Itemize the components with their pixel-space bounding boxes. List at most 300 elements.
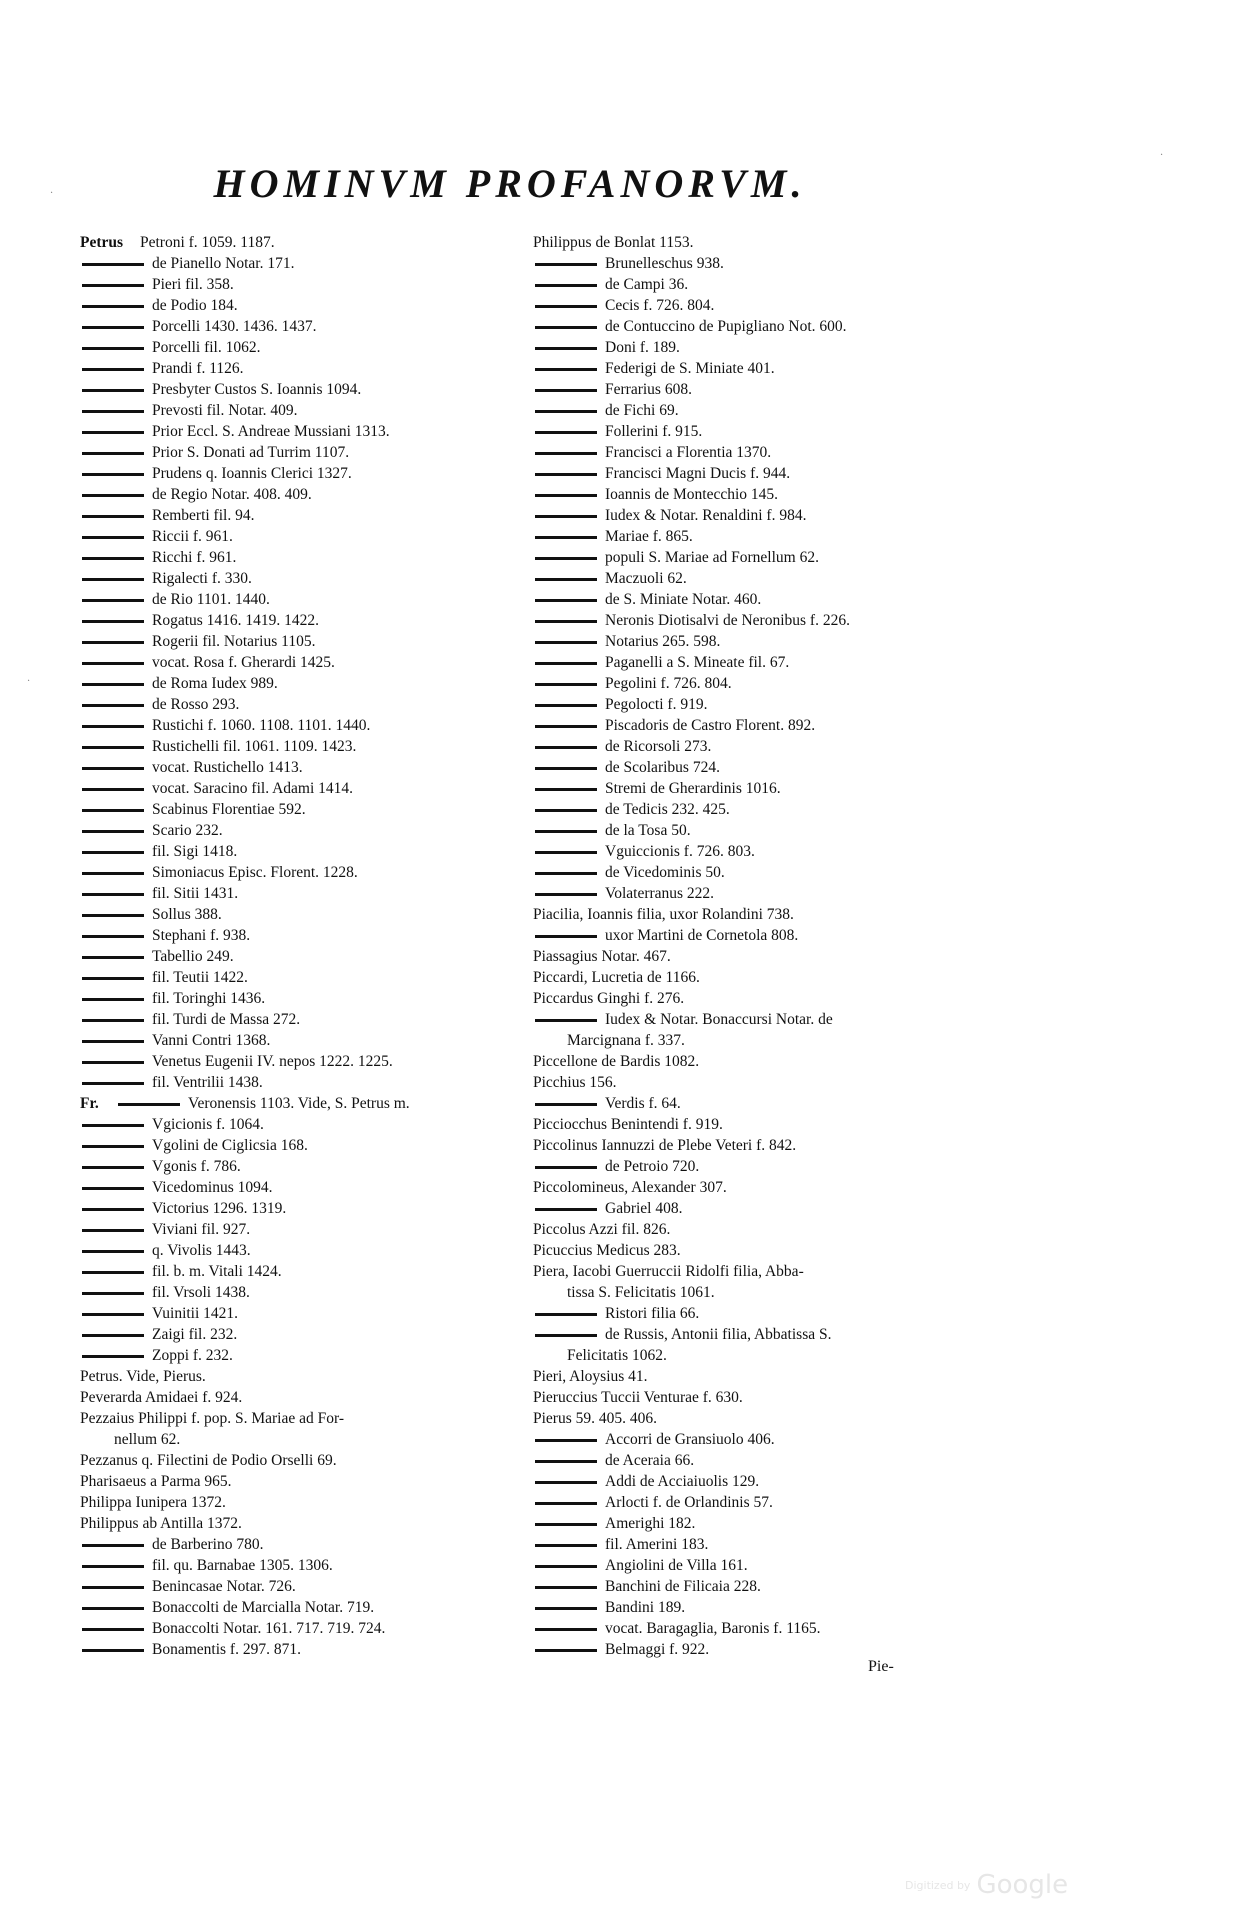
ditto-dash bbox=[535, 284, 597, 287]
entry-text: Paganelli a S. Mineate fil. 67. bbox=[605, 654, 790, 671]
index-entry bbox=[80, 946, 520, 967]
index-entry bbox=[80, 799, 520, 820]
ditto-dash bbox=[82, 977, 144, 980]
index-entry bbox=[80, 1513, 520, 1534]
ditto-dash bbox=[535, 662, 597, 665]
ditto-dash bbox=[535, 473, 597, 476]
index-entry bbox=[533, 631, 1003, 652]
entry-text: de S. Miniate Notar. 460. bbox=[605, 591, 762, 608]
entry-text: fil. Amerini 183. bbox=[605, 1536, 709, 1553]
entry-text: Petrus. Vide, Pierus. bbox=[80, 1368, 206, 1385]
index-entry bbox=[533, 757, 1003, 778]
index-entry bbox=[80, 1618, 520, 1639]
ditto-dash bbox=[82, 431, 144, 434]
ditto-dash bbox=[535, 620, 597, 623]
index-entry bbox=[533, 1345, 1003, 1366]
index-entry bbox=[80, 1030, 520, 1051]
ditto-dash bbox=[535, 1502, 597, 1505]
index-entry bbox=[80, 925, 520, 946]
entry-text: Vguiccionis f. 726. 803. bbox=[605, 843, 755, 860]
entry-text: nellum 62. bbox=[114, 1431, 181, 1448]
index-entry bbox=[80, 253, 520, 274]
ditto-dash bbox=[535, 1313, 597, 1316]
ditto-dash bbox=[82, 1292, 144, 1295]
index-entry bbox=[533, 421, 1003, 442]
entry-text: Vuinitii 1421. bbox=[152, 1305, 239, 1322]
index-entry bbox=[533, 232, 1003, 253]
ditto-dash bbox=[535, 935, 597, 938]
entry-text: fil. Sitii 1431. bbox=[152, 885, 239, 902]
index-entry bbox=[80, 295, 520, 316]
entry-text: Banchini de Filicaia 228. bbox=[605, 1578, 761, 1595]
entry-text: Viviani fil. 927. bbox=[152, 1221, 251, 1238]
entry-text: Arlocti f. de Orlandinis 57. bbox=[605, 1494, 773, 1511]
index-entry bbox=[80, 610, 520, 631]
entry-text: Bonaccolti de Marcialla Notar. 719. bbox=[152, 1599, 375, 1616]
index-entry bbox=[80, 736, 520, 757]
index-entry bbox=[80, 232, 520, 253]
entry-text: Piscadoris de Castro Florent. 892. bbox=[605, 717, 816, 734]
ditto-dash bbox=[82, 1649, 144, 1652]
ditto-dash bbox=[535, 1481, 597, 1484]
entry-text: Doni f. 189. bbox=[605, 339, 680, 356]
index-entry bbox=[533, 400, 1003, 421]
entry-text: Victorius 1296. 1319. bbox=[152, 1200, 287, 1217]
ditto-dash bbox=[82, 1040, 144, 1043]
entry-text: Benincasae Notar. 726. bbox=[152, 1578, 296, 1595]
entry-text: Scario 232. bbox=[152, 822, 223, 839]
index-entry bbox=[533, 799, 1003, 820]
index-entry bbox=[533, 274, 1003, 295]
ditto-dash bbox=[82, 1019, 144, 1022]
index-entry bbox=[80, 1408, 520, 1429]
ditto-dash bbox=[82, 263, 144, 266]
index-entry bbox=[80, 1597, 520, 1618]
ditto-dash bbox=[82, 1565, 144, 1568]
entry-text: Cecis f. 726. 804. bbox=[605, 297, 715, 314]
entry-text: Rustichelli fil. 1061. 1109. 1423. bbox=[152, 738, 357, 755]
ditto-dash bbox=[82, 452, 144, 455]
ditto-dash bbox=[82, 935, 144, 938]
entry-text: Bandini 189. bbox=[605, 1599, 686, 1616]
entry-text: Maczuoli 62. bbox=[605, 570, 687, 587]
index-entry bbox=[80, 1261, 520, 1282]
ditto-dash bbox=[535, 1166, 597, 1169]
entry-text: Picuccius Medicus 283. bbox=[533, 1242, 681, 1259]
ditto-dash bbox=[535, 872, 597, 875]
ditto-dash bbox=[82, 683, 144, 686]
entry-text: Neronis Diotisalvi de Neronibus f. 226. bbox=[605, 612, 850, 629]
index-entry bbox=[533, 337, 1003, 358]
entry-text: Pieri, Aloysius 41. bbox=[533, 1368, 648, 1385]
ditto-dash bbox=[535, 1565, 597, 1568]
entry-text: de Roma Iudex 989. bbox=[152, 675, 278, 692]
ditto-dash bbox=[82, 830, 144, 833]
ditto-dash bbox=[535, 641, 597, 644]
index-entry bbox=[533, 1303, 1003, 1324]
ditto-dash bbox=[535, 1628, 597, 1631]
index-entry bbox=[533, 1282, 1003, 1303]
index-entry bbox=[80, 652, 520, 673]
index-entry bbox=[80, 484, 520, 505]
ditto-dash bbox=[82, 1229, 144, 1232]
index-entry bbox=[80, 1429, 520, 1450]
page-title: HOMINVM PROFANORVM. bbox=[213, 161, 807, 206]
entry-text: Francisci a Florentia 1370. bbox=[605, 444, 772, 461]
entry-label: Fr. bbox=[80, 1095, 99, 1112]
ditto-dash bbox=[82, 515, 144, 518]
index-entry bbox=[80, 421, 520, 442]
entry-text: Piccardi, Lucretia de 1166. bbox=[533, 969, 700, 986]
index-entry bbox=[533, 1639, 1003, 1660]
ditto-dash bbox=[82, 1334, 144, 1337]
index-entry bbox=[80, 1345, 520, 1366]
index-entry bbox=[80, 1072, 520, 1093]
index-entry bbox=[80, 1555, 520, 1576]
ditto-dash bbox=[82, 326, 144, 329]
entry-text: Picchius 156. bbox=[533, 1074, 617, 1091]
entry-text: Rogatus 1416. 1419. 1422. bbox=[152, 612, 320, 629]
entry-text: Philippus de Bonlat 1153. bbox=[533, 234, 694, 251]
entry-text: de Contuccino de Pupigliano Not. 600. bbox=[605, 318, 847, 335]
stray-mark: · bbox=[1160, 150, 1164, 161]
ditto-dash bbox=[82, 662, 144, 665]
ditto-dash bbox=[82, 725, 144, 728]
index-entry bbox=[533, 1030, 1003, 1051]
index-entry bbox=[533, 1534, 1003, 1555]
index-entry bbox=[80, 1387, 520, 1408]
entry-text: Petroni f. 1059. 1187. bbox=[140, 234, 275, 251]
entry-text: Piccellone de Bardis 1082. bbox=[533, 1053, 700, 1070]
ditto-dash bbox=[82, 1313, 144, 1316]
entry-text: Zaigi fil. 232. bbox=[152, 1326, 238, 1343]
index-entry bbox=[533, 1261, 1003, 1282]
ditto-dash bbox=[535, 809, 597, 812]
index-entry bbox=[80, 757, 520, 778]
watermark-logo-text: Google bbox=[976, 1870, 1069, 1900]
entry-text: Vicedominus 1094. bbox=[152, 1179, 273, 1196]
ditto-dash bbox=[82, 872, 144, 875]
entry-text: de la Tosa 50. bbox=[605, 822, 691, 839]
index-entry bbox=[80, 862, 520, 883]
ditto-dash bbox=[535, 1019, 597, 1022]
entry-text: Mariae f. 865. bbox=[605, 528, 693, 545]
right-index-column bbox=[533, 232, 1003, 1660]
entry-text: Scabinus Florentiae 592. bbox=[152, 801, 306, 818]
index-entry bbox=[80, 1051, 520, 1072]
ditto-dash bbox=[535, 1586, 597, 1589]
index-entry bbox=[533, 463, 1003, 484]
index-entry bbox=[533, 1135, 1003, 1156]
index-entry bbox=[533, 778, 1003, 799]
entry-text: Venetus Eugenii IV. nepos 1222. 1225. bbox=[152, 1053, 393, 1070]
index-entry bbox=[533, 442, 1003, 463]
ditto-dash bbox=[82, 809, 144, 812]
index-entry bbox=[80, 589, 520, 610]
ditto-dash bbox=[535, 326, 597, 329]
index-entry bbox=[80, 526, 520, 547]
entry-text: de Vicedominis 50. bbox=[605, 864, 725, 881]
index-entry bbox=[533, 547, 1003, 568]
index-entry bbox=[533, 505, 1003, 526]
entry-text: Prudens q. Ioannis Clerici 1327. bbox=[152, 465, 352, 482]
entry-text: Accorri de Gransiuolo 406. bbox=[605, 1431, 775, 1448]
entry-text: Prior Eccl. S. Andreae Mussiani 1313. bbox=[152, 423, 390, 440]
ditto-dash bbox=[82, 704, 144, 707]
index-entry bbox=[533, 715, 1003, 736]
ditto-dash bbox=[82, 620, 144, 623]
entry-text: Gabriel 408. bbox=[605, 1200, 683, 1217]
ditto-dash bbox=[535, 830, 597, 833]
entry-text: Prevosti fil. Notar. 409. bbox=[152, 402, 298, 419]
ditto-dash bbox=[82, 347, 144, 350]
index-entry bbox=[533, 1324, 1003, 1345]
index-entry bbox=[80, 631, 520, 652]
ditto-dash bbox=[82, 767, 144, 770]
entry-text: Volaterranus 222. bbox=[605, 885, 715, 902]
ditto-dash bbox=[535, 368, 597, 371]
ditto-dash bbox=[82, 1124, 144, 1127]
entry-text: vocat. Saracino fil. Adami 1414. bbox=[152, 780, 354, 797]
ditto-dash bbox=[535, 536, 597, 539]
entry-text: Ricchi f. 961. bbox=[152, 549, 237, 566]
index-entry bbox=[80, 1177, 520, 1198]
entry-text: fil. Sigi 1418. bbox=[152, 843, 238, 860]
entry-text: de Russis, Antonii filia, Abbatissa S. bbox=[605, 1326, 832, 1343]
ditto-dash bbox=[535, 767, 597, 770]
ditto-dash bbox=[535, 1460, 597, 1463]
index-entry bbox=[80, 1114, 520, 1135]
index-entry bbox=[533, 589, 1003, 610]
index-entry bbox=[533, 1618, 1003, 1639]
entry-text: de Barberino 780. bbox=[152, 1536, 264, 1553]
index-entry bbox=[533, 610, 1003, 631]
entry-text: vocat. Rustichello 1413. bbox=[152, 759, 303, 776]
index-entry bbox=[533, 1051, 1003, 1072]
stray-mark: · bbox=[50, 188, 54, 199]
index-entry bbox=[80, 442, 520, 463]
ditto-dash bbox=[535, 578, 597, 581]
ditto-dash bbox=[82, 893, 144, 896]
entry-text: Addi de Acciaiuolis 129. bbox=[605, 1473, 760, 1490]
entry-text: Amerighi 182. bbox=[605, 1515, 696, 1532]
ditto-dash bbox=[535, 599, 597, 602]
ditto-dash bbox=[82, 494, 144, 497]
ditto-dash bbox=[82, 1607, 144, 1610]
entry-text: Brunelleschus 938. bbox=[605, 255, 724, 272]
ditto-dash bbox=[82, 557, 144, 560]
index-entry bbox=[533, 1555, 1003, 1576]
entry-text: Bonamentis f. 297. 871. bbox=[152, 1641, 301, 1658]
index-entry bbox=[80, 820, 520, 841]
entry-text: Prandi f. 1126. bbox=[152, 360, 244, 377]
entry-text: Piccolus Azzi fil. 826. bbox=[533, 1221, 671, 1238]
entry-text: Piacilia, Ioannis filia, uxor Rolandini 738. bbox=[533, 906, 794, 923]
index-entry bbox=[533, 1471, 1003, 1492]
entry-text: Felicitatis 1062. bbox=[567, 1347, 667, 1364]
index-entry bbox=[533, 1156, 1003, 1177]
catchword: Pie- bbox=[868, 1658, 894, 1675]
index-entry bbox=[80, 463, 520, 484]
entry-text: Peverarda Amidaei f. 924. bbox=[80, 1389, 243, 1406]
entry-text: q. Vivolis 1443. bbox=[152, 1242, 251, 1259]
index-entry bbox=[533, 1513, 1003, 1534]
entry-text: Pegolini f. 726. 804. bbox=[605, 675, 732, 692]
index-entry bbox=[80, 1093, 520, 1114]
index-entry bbox=[80, 1450, 520, 1471]
entry-text: Piccardus Ginghi f. 276. bbox=[533, 990, 685, 1007]
index-entry bbox=[533, 1009, 1003, 1030]
index-entry bbox=[80, 673, 520, 694]
entry-text: Piassagius Notar. 467. bbox=[533, 948, 671, 965]
entry-text: de Fichi 69. bbox=[605, 402, 679, 419]
ditto-dash bbox=[535, 788, 597, 791]
entry-text: Vgicionis f. 1064. bbox=[152, 1116, 264, 1133]
entry-text: Francisci Magni Ducis f. 944. bbox=[605, 465, 791, 482]
index-entry bbox=[80, 1471, 520, 1492]
ditto-dash bbox=[82, 641, 144, 644]
index-entry bbox=[80, 883, 520, 904]
entry-text: de Rosso 293. bbox=[152, 696, 240, 713]
index-entry bbox=[533, 862, 1003, 883]
index-entry bbox=[80, 274, 520, 295]
ditto-dash bbox=[535, 347, 597, 350]
index-entry bbox=[533, 1366, 1003, 1387]
index-entry bbox=[80, 1534, 520, 1555]
entry-text: fil. qu. Barnabae 1305. 1306. bbox=[152, 1557, 333, 1574]
stray-mark: · bbox=[27, 676, 31, 687]
ditto-dash bbox=[82, 998, 144, 1001]
ditto-dash bbox=[535, 452, 597, 455]
index-entry bbox=[80, 1366, 520, 1387]
ditto-dash bbox=[535, 1607, 597, 1610]
entry-text: de Podio 184. bbox=[152, 297, 238, 314]
ditto-dash bbox=[535, 1103, 597, 1106]
ditto-dash bbox=[82, 1082, 144, 1085]
index-entry bbox=[533, 1072, 1003, 1093]
ditto-dash bbox=[82, 1544, 144, 1547]
index-entry bbox=[533, 358, 1003, 379]
entry-text: Presbyter Custos S. Ioannis 1094. bbox=[152, 381, 362, 398]
ditto-dash bbox=[535, 305, 597, 308]
entry-text: Bonaccolti Notar. 161. 717. 719. 724. bbox=[152, 1620, 386, 1637]
entry-text: Follerini f. 915. bbox=[605, 423, 703, 440]
entry-text: Zoppi f. 232. bbox=[152, 1347, 233, 1364]
index-entry bbox=[80, 1324, 520, 1345]
ditto-dash bbox=[82, 1187, 144, 1190]
index-entry bbox=[80, 568, 520, 589]
entry-text: Prior S. Donati ad Turrim 1107. bbox=[152, 444, 350, 461]
index-entry bbox=[80, 1303, 520, 1324]
index-entry bbox=[533, 1198, 1003, 1219]
entry-text: Stephani f. 938. bbox=[152, 927, 251, 944]
index-entry bbox=[80, 841, 520, 862]
entry-text: Rogerii fil. Notarius 1105. bbox=[152, 633, 316, 650]
ditto-dash bbox=[535, 1523, 597, 1526]
entry-text: Marcignana f. 337. bbox=[567, 1032, 685, 1049]
entry-text: Piera, Iacobi Guerruccii Ridolfi filia, Abba- bbox=[533, 1263, 804, 1280]
ditto-dash bbox=[535, 746, 597, 749]
ditto-dash bbox=[82, 1355, 144, 1358]
entry-text: Rigalecti f. 330. bbox=[152, 570, 252, 587]
entry-text: Ioannis de Montecchio 145. bbox=[605, 486, 779, 503]
ditto-dash bbox=[82, 1208, 144, 1211]
index-entry bbox=[533, 1114, 1003, 1135]
index-entry bbox=[533, 946, 1003, 967]
index-entry bbox=[533, 1177, 1003, 1198]
entry-text: Veronensis 1103. Vide, S. Petrus m. bbox=[188, 1095, 410, 1112]
ditto-dash bbox=[82, 1250, 144, 1253]
index-entry bbox=[533, 1093, 1003, 1114]
entry-text: Sollus 388. bbox=[152, 906, 222, 923]
entry-text: Verdis f. 64. bbox=[605, 1095, 681, 1112]
ditto-dash bbox=[535, 410, 597, 413]
index-entry bbox=[533, 253, 1003, 274]
index-entry bbox=[80, 778, 520, 799]
index-entry bbox=[533, 883, 1003, 904]
index-entry bbox=[533, 1450, 1003, 1471]
index-entry bbox=[80, 1198, 520, 1219]
index-entry bbox=[533, 694, 1003, 715]
entry-text: Pezzaius Philippi f. pop. S. Mariae ad For- bbox=[80, 1410, 345, 1427]
ditto-dash bbox=[82, 536, 144, 539]
entry-text: Philippa Iunipera 1372. bbox=[80, 1494, 226, 1511]
ditto-dash bbox=[535, 1649, 597, 1652]
entry-label: Petrus bbox=[80, 234, 124, 251]
ditto-dash bbox=[535, 1334, 597, 1337]
entry-text: de Regio Notar. 408. 409. bbox=[152, 486, 312, 503]
ditto-dash bbox=[82, 1145, 144, 1148]
ditto-dash bbox=[535, 851, 597, 854]
entry-text: Ferrarius 608. bbox=[605, 381, 692, 398]
index-entry bbox=[80, 379, 520, 400]
entry-text: Remberti fil. 94. bbox=[152, 507, 255, 524]
entry-text: vocat. Baragaglia, Baronis f. 1165. bbox=[605, 1620, 821, 1637]
ditto-dash bbox=[82, 914, 144, 917]
index-entry bbox=[80, 358, 520, 379]
index-entry bbox=[80, 1156, 520, 1177]
index-entry bbox=[80, 694, 520, 715]
entry-text: Ristori filia 66. bbox=[605, 1305, 700, 1322]
index-entry bbox=[80, 1576, 520, 1597]
ditto-dash bbox=[82, 473, 144, 476]
entry-text: Angiolini de Villa 161. bbox=[605, 1557, 748, 1574]
entry-text: Pezzanus q. Filectini de Podio Orselli 69. bbox=[80, 1452, 337, 1469]
index-entry bbox=[80, 1492, 520, 1513]
entry-text: Iudex & Notar. Renaldini f. 984. bbox=[605, 507, 807, 524]
index-entry bbox=[80, 547, 520, 568]
entry-text: Rustichi f. 1060. 1108. 1101. 1440. bbox=[152, 717, 371, 734]
entry-text: Porcelli fil. 1062. bbox=[152, 339, 261, 356]
entry-text: fil. Teutii 1422. bbox=[152, 969, 248, 986]
ditto-dash bbox=[82, 746, 144, 749]
index-entry bbox=[533, 316, 1003, 337]
ditto-dash bbox=[535, 1439, 597, 1442]
index-entry bbox=[80, 967, 520, 988]
index-entry bbox=[80, 988, 520, 1009]
entry-text: populi S. Mariae ad Fornellum 62. bbox=[605, 549, 819, 566]
entry-text: fil. Ventrilii 1438. bbox=[152, 1074, 263, 1091]
ditto-dash bbox=[82, 410, 144, 413]
index-entry bbox=[533, 1492, 1003, 1513]
index-entry bbox=[80, 337, 520, 358]
index-entry bbox=[533, 295, 1003, 316]
entry-text: de Campi 36. bbox=[605, 276, 689, 293]
ditto-dash bbox=[535, 557, 597, 560]
index-entry bbox=[80, 505, 520, 526]
entry-text: Pierus 59. 405. 406. bbox=[533, 1410, 657, 1427]
ditto-dash bbox=[535, 494, 597, 497]
